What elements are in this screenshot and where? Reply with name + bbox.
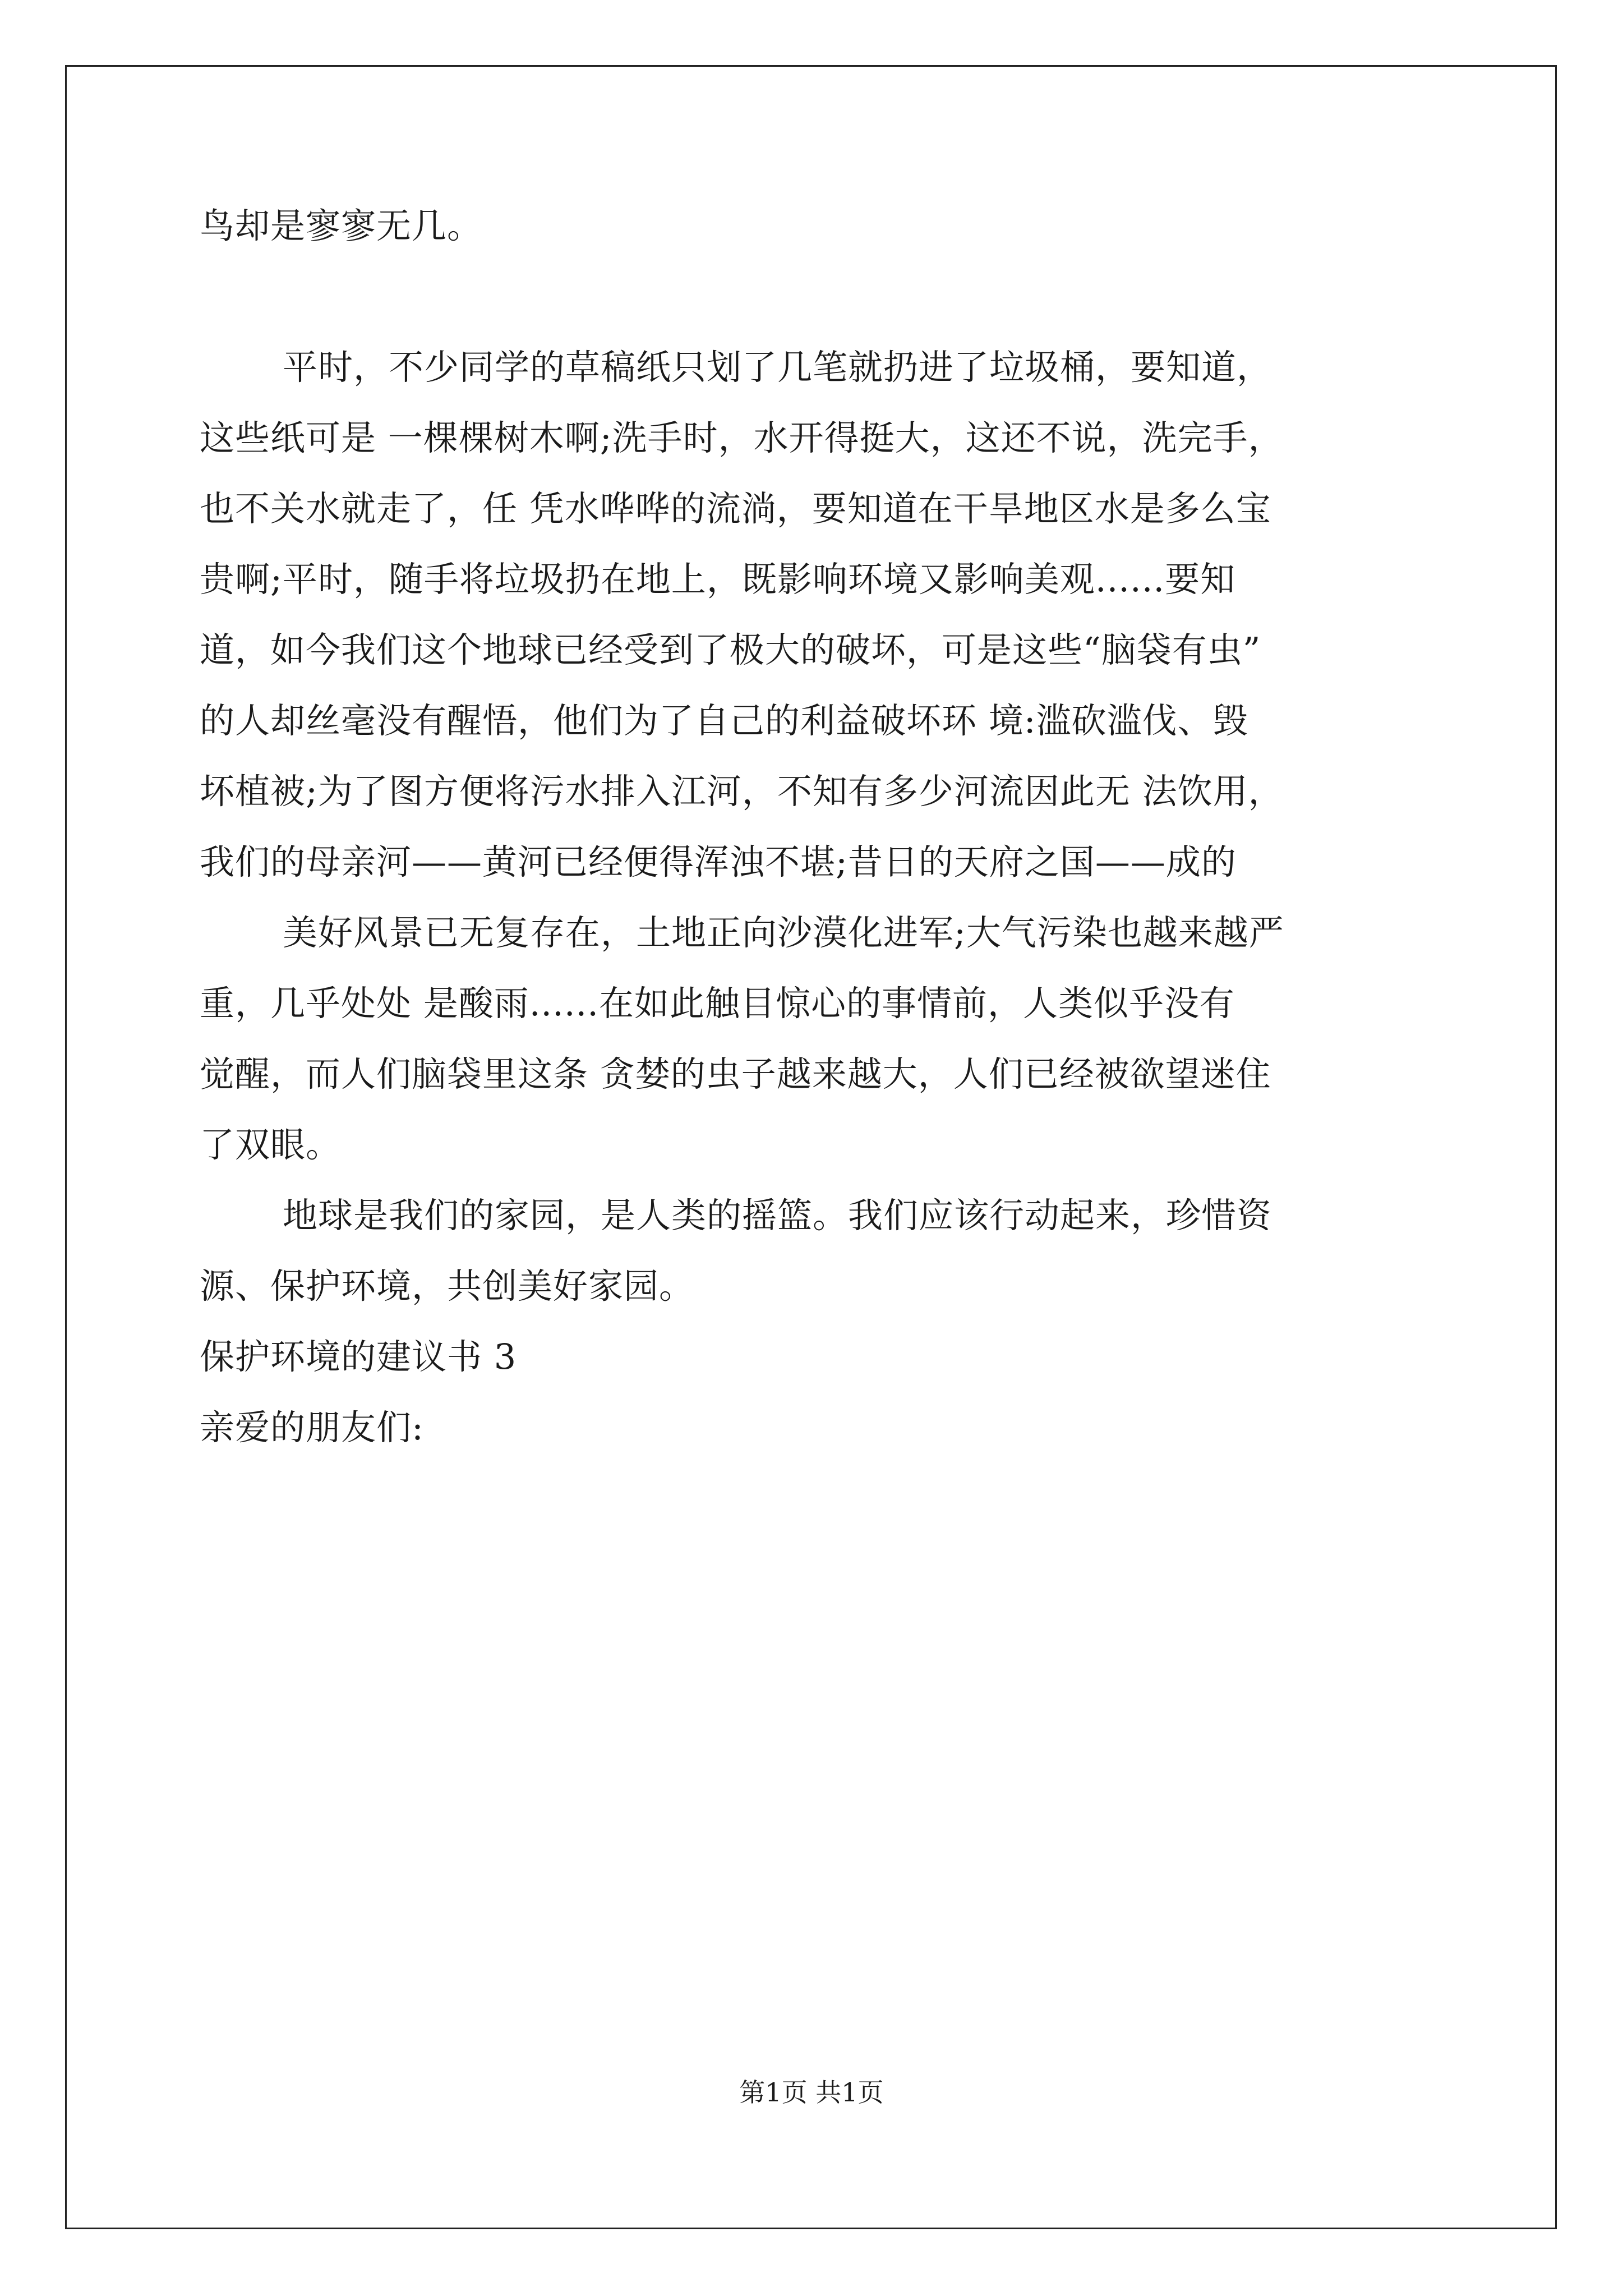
text-line: 地球是我们的家园，是人类的摇篮。我们应该行动起来，珍惜资 (283, 1195, 1272, 1236)
text-line: 觉醒，而人们脑袋里这条 贪婪的虫子越来越大，人们已经被欲望迷住 (200, 1053, 1271, 1094)
section-title: 保护环境的建议书 3 (200, 1336, 517, 1377)
text-line: 也不关水就走了，任 凭水哗哗的流淌，要知道在干旱地区水是多么宝 (200, 488, 1271, 529)
text-line: 道，如今我们这个地球已经受到了极大的破坏，可是这些“脑袋有虫” (200, 629, 1261, 670)
text-line: 这些纸可是 一棵棵树木啊;洗手时，水开得挺大，这还不说，洗完手， (200, 417, 1284, 458)
text-line: 坏植被;为了图方便将污水排入江河，不知有多少河流因此无 法饮用， (200, 771, 1284, 812)
text-line: 源、保护环境，共创美好家园。 (200, 1266, 695, 1306)
text-line: 贵啊;平时，随手将垃圾扔在地上，既影响环境又影响美观......要知 (200, 559, 1236, 600)
text-line: 鸟却是寥寥无几。 (200, 205, 483, 246)
document-body (200, 191, 1433, 1463)
text-line: 了双眼。 (200, 1124, 342, 1165)
text-line: 重，几乎处处 是酸雨......在如此触目惊心的事情前，人类似乎没有 (200, 983, 1235, 1024)
paragraph-gap (200, 261, 1433, 332)
text-line: 平时，不少同学的草稿纸只划了几笔就扔进了垃圾桶，要知道， (283, 347, 1272, 388)
page-footer: 第1页 共1页 (739, 2077, 884, 2108)
text-line: 的人却丝毫没有醒悟，他们为了自己的利益破坏环 境:滥砍滥伐、毁 (200, 700, 1248, 741)
salutation: 亲爱的朋友们: (200, 1407, 424, 1448)
text-line: 美好风景已无复存在，土地正向沙漠化进军;大气污染也越来越严 (283, 912, 1284, 953)
text-line: 我们的母亲河——黄河已经便得浑浊不堪;昔日的天府之国——成的 (200, 841, 1237, 882)
